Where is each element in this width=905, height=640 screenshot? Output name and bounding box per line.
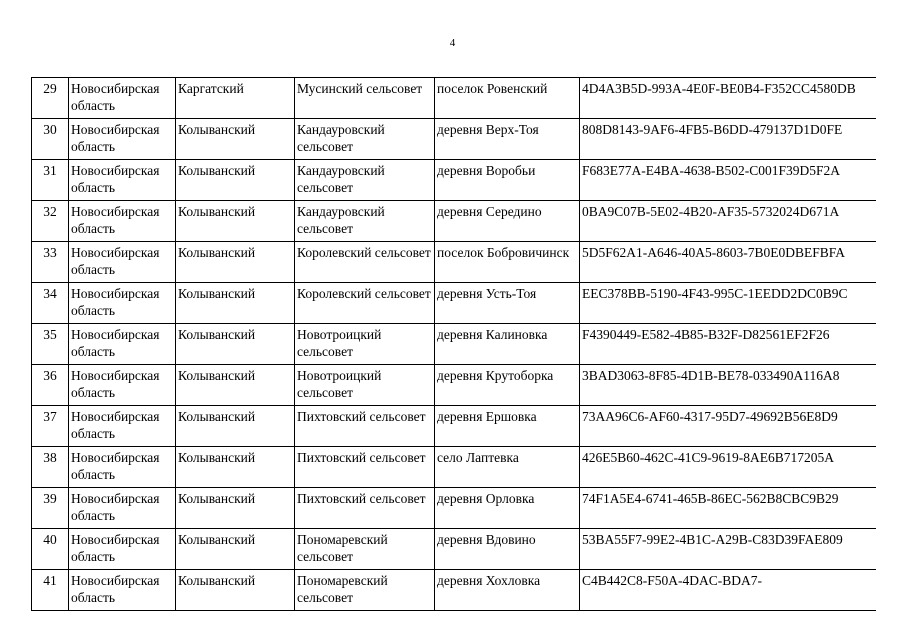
council-cell: Пономаревский сельсовет [295,529,435,570]
table-row [32,365,877,406]
district-cell: Колыванский [176,160,295,201]
settlement-cell: деревня Усть-Тоя [435,283,580,324]
row-number-cell: 40 [32,529,69,570]
row-number-cell: 35 [32,324,69,365]
settlement-cell: деревня Калиновка [435,324,580,365]
district-cell: Колыванский [176,529,295,570]
council-cell: Кандауровский сельсовет [295,119,435,160]
region-cell: Новосибирская область [69,119,176,160]
table-row [32,488,877,529]
region-cell: Новосибирская область [69,488,176,529]
district-cell: Колыванский [176,365,295,406]
council-cell: Пихтовский сельсовет [295,488,435,529]
row-number-cell: 39 [32,488,69,529]
settlement-cell: деревня Ершовка [435,406,580,447]
district-cell: Колыванский [176,406,295,447]
guid-cell: 73AA96C6-AF60-4317-95D7-49692B56E8D9 [580,406,877,447]
guid-cell: 3BAD3063-8F85-4D1B-BE78-033490A116A8 [580,365,877,406]
table-row [32,324,877,365]
council-cell: Новотроицкий сельсовет [295,324,435,365]
region-cell: Новосибирская область [69,365,176,406]
guid-cell: 74F1A5E4-6741-465B-86EC-562B8CBC9B29 [580,488,877,529]
table-row [32,283,877,324]
settlements-table-wrapper [31,77,876,640]
table-row [32,529,877,570]
guid-cell: 53BA55F7-99E2-4B1C-A29B-C83D39FAE809 [580,529,877,570]
table-row [32,447,877,488]
settlements-table [31,77,876,611]
row-number-cell: 38 [32,447,69,488]
region-cell: Новосибирская область [69,570,176,611]
settlement-cell: деревня Орловка [435,488,580,529]
row-number-cell: 36 [32,365,69,406]
row-number-cell: 30 [32,119,69,160]
council-cell: Пихтовский сельсовет [295,406,435,447]
region-cell: Новосибирская область [69,283,176,324]
settlement-cell: деревня Вдовино [435,529,580,570]
district-cell: Колыванский [176,447,295,488]
council-cell: Пономаревский сельсовет [295,570,435,611]
council-cell: Королевский сельсовет [295,242,435,283]
settlement-cell: деревня Крутоборка [435,365,580,406]
region-cell: Новосибирская область [69,160,176,201]
district-cell: Колыванский [176,242,295,283]
table-row [32,201,877,242]
guid-cell: 4D4A3B5D-993A-4E0F-BE0B4-F352CC4580DB [580,78,877,119]
region-cell: Новосибирская область [69,529,176,570]
row-number-cell: 41 [32,570,69,611]
table-row [32,160,877,201]
guid-cell: C4B442C8-F50A-4DAC-BDA7- [580,570,877,611]
row-number-cell: 29 [32,78,69,119]
settlement-cell: село Лаптевка [435,447,580,488]
council-cell: Кандауровский сельсовет [295,160,435,201]
region-cell: Новосибирская область [69,201,176,242]
region-cell: Новосибирская область [69,78,176,119]
guid-cell: 5D5F62A1-A646-40A5-8603-7B0E0DBEFBFA [580,242,877,283]
district-cell: Колыванский [176,488,295,529]
table-row [32,242,877,283]
guid-cell: EEC378BB-5190-4F43-995C-1EEDD2DC0B9C [580,283,877,324]
table-row [32,406,877,447]
council-cell: Пихтовский сельсовет [295,447,435,488]
district-cell: Колыванский [176,570,295,611]
row-number-cell: 37 [32,406,69,447]
settlement-cell: деревня Хохловка [435,570,580,611]
row-number-cell: 33 [32,242,69,283]
region-cell: Новосибирская область [69,324,176,365]
guid-cell: 0BA9C07B-5E02-4B20-AF35-5732024D671A [580,201,877,242]
settlement-cell: деревня Воробьи [435,160,580,201]
region-cell: Новосибирская область [69,447,176,488]
guid-cell: 426E5B60-462C-41C9-9619-8AE6B717205A [580,447,877,488]
settlement-cell: поселок Ровенский [435,78,580,119]
guid-cell: F4390449-E582-4B85-B32F-D82561EF2F26 [580,324,877,365]
council-cell: Королевский сельсовет [295,283,435,324]
settlement-cell: деревня Верх-Тоя [435,119,580,160]
page-number: 4 [449,37,456,49]
row-number-cell: 32 [32,201,69,242]
district-cell: Колыванский [176,119,295,160]
guid-cell: F683E77A-E4BA-4638-B502-C001F39D5F2A [580,160,877,201]
row-number-cell: 31 [32,160,69,201]
settlement-cell: поселок Бобровичинск [435,242,580,283]
council-cell: Новотроицкий сельсовет [295,365,435,406]
district-cell: Колыванский [176,283,295,324]
guid-cell: 808D8143-9AF6-4FB5-B6DD-479137D1D0FE [580,119,877,160]
region-cell: Новосибирская область [69,242,176,283]
row-number-cell: 34 [32,283,69,324]
district-cell: Колыванский [176,201,295,242]
settlement-cell: деревня Середино [435,201,580,242]
table-body [32,78,877,611]
district-cell: Каргатский [176,78,295,119]
table-row [32,570,877,611]
council-cell: Кандауровский сельсовет [295,201,435,242]
council-cell: Мусинский сельсовет [295,78,435,119]
table-row [32,78,877,119]
region-cell: Новосибирская область [69,406,176,447]
district-cell: Колыванский [176,324,295,365]
table-row [32,119,877,160]
